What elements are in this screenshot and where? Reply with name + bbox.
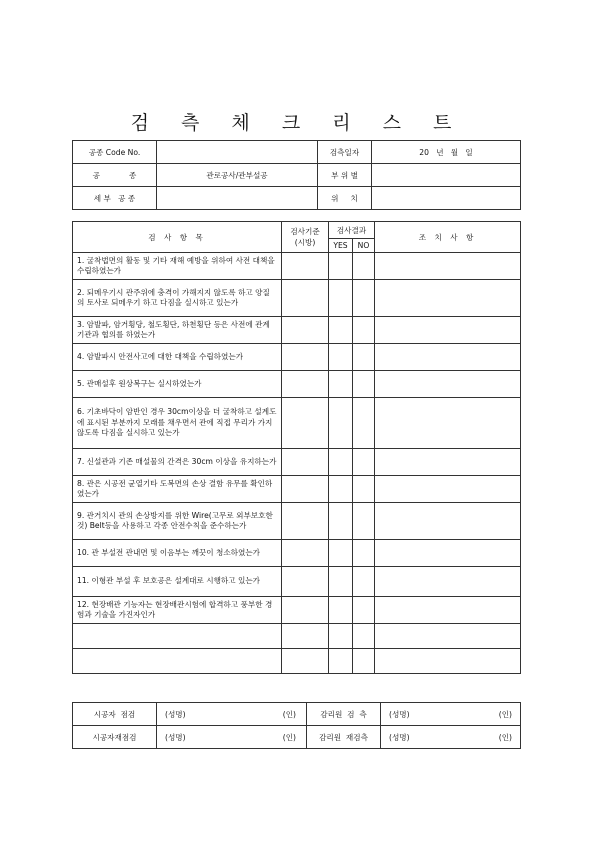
section-field[interactable] <box>372 164 521 187</box>
action-cell[interactable] <box>375 476 521 503</box>
work-code-label: 공종 Code No. <box>73 141 157 164</box>
no-checkbox[interactable] <box>353 253 375 280</box>
column-header-standard <box>282 222 329 253</box>
checklist-item: 8. 관은 시공전 균열기타 도복면의 손상 결함 유무를 확인하였는가 <box>73 476 282 503</box>
column-header-result: 검사결과 <box>329 222 375 239</box>
sign-name-text: (성명) <box>165 732 186 742</box>
seal-text: (인) <box>282 709 296 719</box>
sign-name-text: (성명) <box>165 709 186 719</box>
action-cell[interactable] <box>375 567 521 597</box>
standard-cell[interactable] <box>282 567 329 597</box>
no-checkbox[interactable] <box>353 540 375 567</box>
standard-cell[interactable] <box>282 317 329 344</box>
no-checkbox[interactable] <box>353 449 375 476</box>
contractor-engineer-label: 시공자 점검 <box>73 703 157 726</box>
checklist-item-blank[interactable] <box>73 624 282 649</box>
standard-cell[interactable] <box>282 624 329 649</box>
supervisor-label: 감리원 검 측 <box>307 703 381 726</box>
standard-cell[interactable] <box>282 597 329 624</box>
checklist-item: 5. 관매설후 원상복구는 실시하였는가 <box>73 371 282 398</box>
sign-name-text: (성명) <box>389 732 410 742</box>
no-checkbox[interactable] <box>353 280 375 317</box>
column-header-standard-line1: 검사기준 <box>290 227 320 236</box>
standard-cell[interactable] <box>282 398 329 449</box>
no-checkbox[interactable] <box>353 624 375 649</box>
no-checkbox[interactable] <box>353 476 375 503</box>
section-label: 부 위 별 <box>318 164 372 187</box>
standard-cell[interactable] <box>282 253 329 280</box>
action-cell[interactable] <box>375 253 521 280</box>
yes-checkbox[interactable] <box>329 503 353 540</box>
standard-cell[interactable] <box>282 649 329 674</box>
standard-cell[interactable] <box>282 280 329 317</box>
action-cell[interactable] <box>375 398 521 449</box>
column-header-items: 검 사 항 목 <box>73 222 282 253</box>
action-cell[interactable] <box>375 503 521 540</box>
no-checkbox[interactable] <box>353 317 375 344</box>
column-header-standard-line2: (시방) <box>294 238 316 247</box>
yes-checkbox[interactable] <box>329 540 353 567</box>
column-header-action: 조 치 사 항 <box>375 222 521 253</box>
standard-cell[interactable] <box>282 449 329 476</box>
yes-checkbox[interactable] <box>329 597 353 624</box>
checklist-item: 11. 이형관 부설 후 보호공은 설계대로 시행하고 있는가 <box>73 567 282 597</box>
contractor-engineer-sign-field[interactable] <box>157 703 307 726</box>
no-checkbox[interactable] <box>353 371 375 398</box>
no-checkbox[interactable] <box>353 567 375 597</box>
seal-text: (인) <box>498 732 512 742</box>
no-checkbox[interactable] <box>353 398 375 449</box>
action-cell[interactable] <box>375 624 521 649</box>
standard-cell[interactable] <box>282 503 329 540</box>
action-cell[interactable] <box>375 280 521 317</box>
action-cell[interactable] <box>375 649 521 674</box>
yes-checkbox[interactable] <box>329 567 353 597</box>
action-cell[interactable] <box>375 540 521 567</box>
sign-name-text: (성명) <box>389 709 410 719</box>
yes-checkbox[interactable] <box>329 398 353 449</box>
column-header-no: NO <box>353 239 375 253</box>
standard-cell[interactable] <box>282 344 329 371</box>
no-checkbox[interactable] <box>353 597 375 624</box>
supervisor-reinspect-sign-field[interactable] <box>381 726 521 749</box>
action-cell[interactable] <box>375 317 521 344</box>
contractor-reinspect-label: 시공자재점검 <box>73 726 157 749</box>
seal-text: (인) <box>498 709 512 719</box>
signature-table <box>72 702 521 749</box>
inspection-date-label: 검측일자 <box>318 141 372 164</box>
no-checkbox[interactable] <box>353 503 375 540</box>
detail-work-label: 세 부 공 종 <box>73 187 157 210</box>
yes-checkbox[interactable] <box>329 649 353 674</box>
yes-checkbox[interactable] <box>329 624 353 649</box>
checklist-table <box>72 221 521 674</box>
no-checkbox[interactable] <box>353 649 375 674</box>
checklist-item: 1. 굴착법면의 활동 및 기타 재해 예방을 위하여 사전 대책을 수립하였는가 <box>73 253 282 280</box>
location-label: 위 치 <box>318 187 372 210</box>
yes-checkbox[interactable] <box>329 280 353 317</box>
yes-checkbox[interactable] <box>329 449 353 476</box>
header-table <box>72 140 521 210</box>
column-header-yes: YES <box>329 239 353 253</box>
checklist-item: 9. 관거치시 관의 손상방지를 위한 Wire(고무로 외부보호한 것) Belt등을 사용하고 각종 안전수칙을 준수하는가 <box>73 503 282 540</box>
location-field[interactable] <box>372 187 521 210</box>
work-type-label: 공 종 <box>73 164 157 187</box>
yes-checkbox[interactable] <box>329 317 353 344</box>
standard-cell[interactable] <box>282 540 329 567</box>
action-cell[interactable] <box>375 344 521 371</box>
checklist-item: 7. 신설관과 기존 매설물의 간격은 30cm 이상을 유지하는가 <box>73 449 282 476</box>
standard-cell[interactable] <box>282 476 329 503</box>
standard-cell[interactable] <box>282 371 329 398</box>
page-title: 검 측 체 크 리 스 트 <box>130 112 465 134</box>
contractor-reinspect-sign-field[interactable] <box>157 726 307 749</box>
work-type-field[interactable]: 관로공사/관부설공 <box>157 164 318 187</box>
detail-work-field[interactable] <box>157 187 318 210</box>
checklist-item: 6. 기초바닥이 암반인 경우 30cm이상을 더 굴착하고 설계도에 표시된 부분까지 모래를 채우면서 관에 직접 무리가 가지 않도록 다짐을 실시하고 있는가 <box>73 398 282 449</box>
no-checkbox[interactable] <box>353 344 375 371</box>
action-cell[interactable] <box>375 449 521 476</box>
supervisor-sign-field[interactable] <box>381 703 521 726</box>
supervisor-reinspect-label: 감리원 재검측 <box>307 726 381 749</box>
checklist-item: 10. 관 부설전 관내면 및 이음부는 깨끗이 청소하였는가 <box>73 540 282 567</box>
action-cell[interactable] <box>375 597 521 624</box>
checklist-item: 3. 암발파, 암거횡당, 철도횡단, 하천횡단 등은 사전에 관계기관과 협의를 하였는가 <box>73 317 282 344</box>
yes-checkbox[interactable] <box>329 476 353 503</box>
checklist-item: 12. 현장배관 기능자는 현장배관시험에 합격하고 풍부한 경험과 기술을 가진자인가 <box>73 597 282 624</box>
checklist-item-blank[interactable] <box>73 649 282 674</box>
yes-checkbox[interactable] <box>329 371 353 398</box>
action-cell[interactable] <box>375 371 521 398</box>
inspection-date-field[interactable]: 20 년 월 일 <box>372 141 521 164</box>
checklist-item: 4. 암발파시 안전사고에 대한 대책을 수립하였는가 <box>73 344 282 371</box>
checklist-item: 2. 되메우기시 관주위에 충격이 가해지지 않도록 하고 양질의 토사로 되메우기 하고 다짐을 실시하고 있는가 <box>73 280 282 317</box>
yes-checkbox[interactable] <box>329 253 353 280</box>
yes-checkbox[interactable] <box>329 344 353 371</box>
work-code-field[interactable] <box>157 141 318 164</box>
seal-text: (인) <box>282 732 296 742</box>
